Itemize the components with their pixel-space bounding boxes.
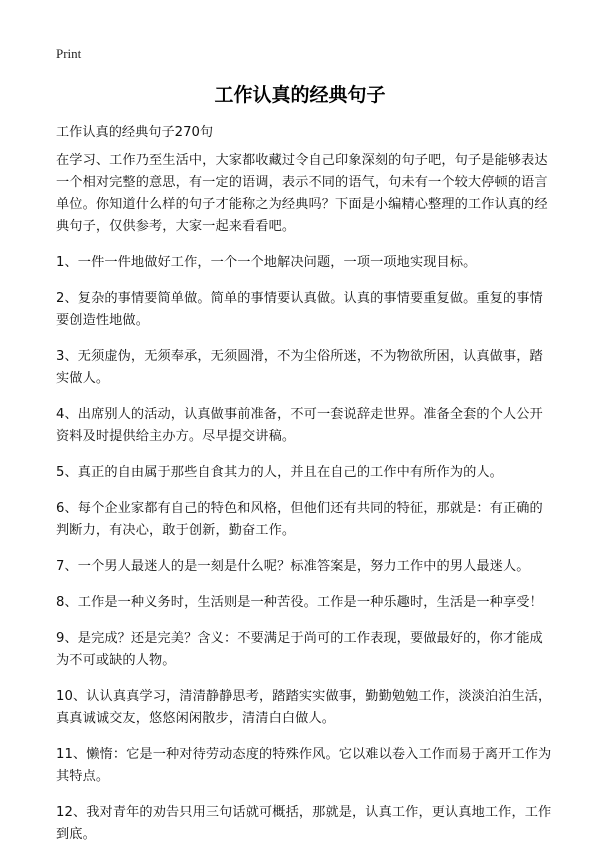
list-item: 5、真正的自由属于那些自食其力的人，并且在自己的工作中有所作为的人。 (56, 465, 503, 480)
list-item: 11、懒惰：它是一种对待劳动态度的特殊作风。它以难以卷入工作而易于离开工作为其特点。 (56, 747, 552, 784)
list-item: 10、认认真真学习，清清静静思考，踏踏实实做事，勤勤勉勉工作，淡淡泊泊生活，真真诚诚交友，悠悠闲闲散步，清清白白做人。 (56, 689, 552, 726)
document-body (56, 150, 552, 860)
page-title: 工作认真的经典句子 (214, 84, 386, 106)
list-item: 4、出席别人的活动，认真做事前准备，不可一套说辞走世界。准备全套的个人公开资料及时提供给主办方。尽早提交讲稿。 (56, 407, 543, 444)
print-label: Print (56, 46, 82, 61)
list-item: 6、每个企业家都有自己的特色和风格，但他们还有共同的特征，那就是：有正确的判断力，有决心，敢于创新，勤奋工作。 (56, 501, 543, 538)
list-item: 2、复杂的事情要简单做。简单的事情要认真做。认真的事情要重复做。重复的事情要创造性地做。 (56, 291, 543, 328)
list-item: 3、无须虚伪，无须奉承，无须圆滑，不为尘俗所迷，不为物欲所困，认真做事，踏实做人。 (56, 349, 543, 386)
list-item: 8、工作是一种义务时，生活则是一种苦役。工作是一种乐趣时，生活是一种享受！ (56, 595, 543, 610)
list-item: 9、是完成？还是完美？含义：不要满足于尚可的工作表现，要做最好的，你才能成为不可或缺的人物。 (56, 631, 543, 668)
list-item: 1、一件一件地做好工作，一个一个地解决问题，一项一项地实现目标。 (56, 255, 477, 270)
intro-paragraph: 在学习、工作乃至生活中，大家都收藏过令自己印象深刻的句子吧，句子是能够表达一个相对完整的意思，有一定的语调，表示不同的语气，句未有一个较大停顿的语言单位。你知道什么样的句子才能称之为经典吗？下面是小编精心整理的工作认真的经典句子，仅供参考，大家一起来看看吧。 (56, 153, 548, 234)
list-item: 7、一个男人最迷人的是一刻是什么呢？标准答案是，努力工作中的男人最迷人。 (56, 559, 530, 574)
list-item: 12、我对青年的劝告只用三句话就可概括，那就是，认真工作，更认真地工作，工作到底。 (56, 805, 552, 842)
document-subtitle: 工作认真的经典句子270句 (56, 125, 214, 140)
